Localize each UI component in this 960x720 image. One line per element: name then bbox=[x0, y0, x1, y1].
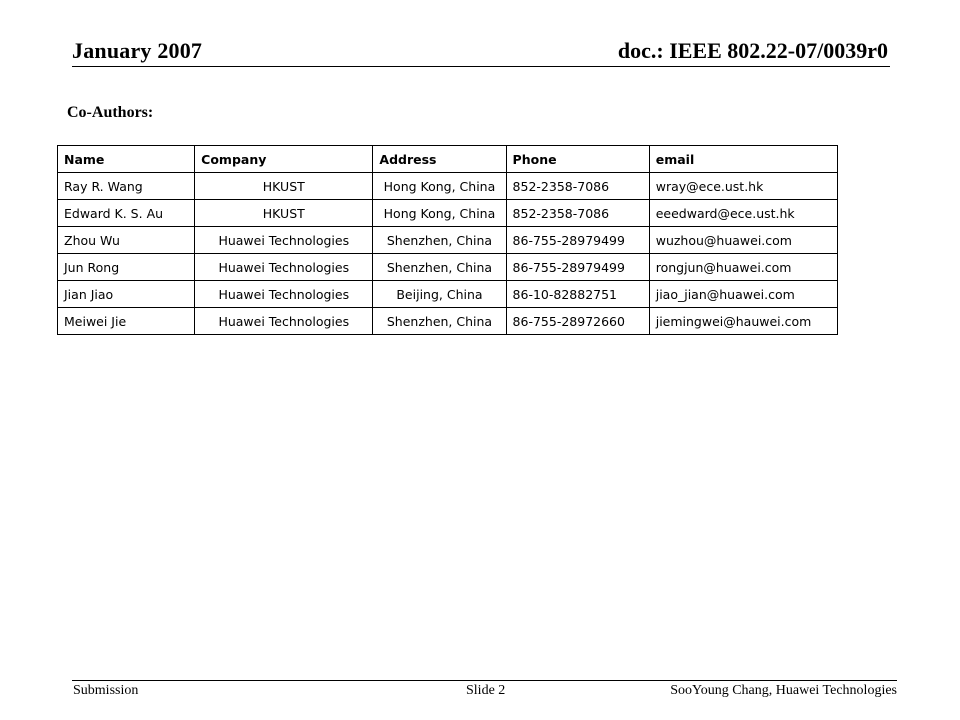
cell-email: jiemingwei@hauwei.com bbox=[649, 308, 837, 335]
footer-author: SooYoung Chang, Huawei Technologies bbox=[670, 683, 897, 698]
cell-phone: 86-755-28972660 bbox=[506, 308, 649, 335]
cell-name: Jun Rong bbox=[58, 254, 195, 281]
cell-company: Huawei Technologies bbox=[195, 227, 373, 254]
cell-name: Ray R. Wang bbox=[58, 173, 195, 200]
cell-address: Beijing, China bbox=[373, 281, 506, 308]
co-authors-table bbox=[57, 145, 838, 335]
cell-phone: 852-2358-7086 bbox=[506, 173, 649, 200]
table-row bbox=[58, 254, 838, 281]
cell-address: Hong Kong, China bbox=[373, 173, 506, 200]
cell-company: Huawei Technologies bbox=[195, 254, 373, 281]
section-title: Co-Authors: bbox=[67, 104, 154, 121]
column-header-address: Address bbox=[373, 146, 506, 173]
footer-submission: Submission bbox=[73, 683, 139, 698]
cell-name: Zhou Wu bbox=[58, 227, 195, 254]
table-row bbox=[58, 200, 838, 227]
column-header-name: Name bbox=[58, 146, 195, 173]
cell-address: Hong Kong, China bbox=[373, 200, 506, 227]
column-header-email: email bbox=[649, 146, 837, 173]
cell-name: Jian Jiao bbox=[58, 281, 195, 308]
header-divider bbox=[72, 66, 890, 67]
cell-company: HKUST bbox=[195, 200, 373, 227]
cell-phone: 852-2358-7086 bbox=[506, 200, 649, 227]
cell-phone: 86-755-28979499 bbox=[506, 254, 649, 281]
table-row bbox=[58, 227, 838, 254]
footer-slide-number: Slide 2 bbox=[466, 683, 506, 698]
column-header-company: Company bbox=[195, 146, 373, 173]
cell-address: Shenzhen, China bbox=[373, 227, 506, 254]
cell-company: HKUST bbox=[195, 173, 373, 200]
column-header-phone: Phone bbox=[506, 146, 649, 173]
footer-divider bbox=[72, 680, 897, 681]
header-doc-id: doc.: IEEE 802.22-07/0039r0 bbox=[617, 38, 888, 63]
cell-name: Edward K. S. Au bbox=[58, 200, 195, 227]
cell-email: wray@ece.ust.hk bbox=[649, 173, 837, 200]
table-row bbox=[58, 281, 838, 308]
cell-address: Shenzhen, China bbox=[373, 254, 506, 281]
cell-company: Huawei Technologies bbox=[195, 308, 373, 335]
cell-company: Huawei Technologies bbox=[195, 281, 373, 308]
cell-address: Shenzhen, China bbox=[373, 308, 506, 335]
cell-name: Meiwei Jie bbox=[58, 308, 195, 335]
cell-email: jiao_jian@huawei.com bbox=[649, 281, 837, 308]
cell-email: eeedward@ece.ust.hk bbox=[649, 200, 837, 227]
table-row bbox=[58, 173, 838, 200]
header-date: January 2007 bbox=[72, 38, 203, 63]
cell-email: wuzhou@huawei.com bbox=[649, 227, 837, 254]
table-row bbox=[58, 308, 838, 335]
cell-phone: 86-10-82882751 bbox=[506, 281, 649, 308]
table-header-row bbox=[58, 146, 838, 173]
cell-email: rongjun@huawei.com bbox=[649, 254, 837, 281]
cell-phone: 86-755-28979499 bbox=[506, 227, 649, 254]
